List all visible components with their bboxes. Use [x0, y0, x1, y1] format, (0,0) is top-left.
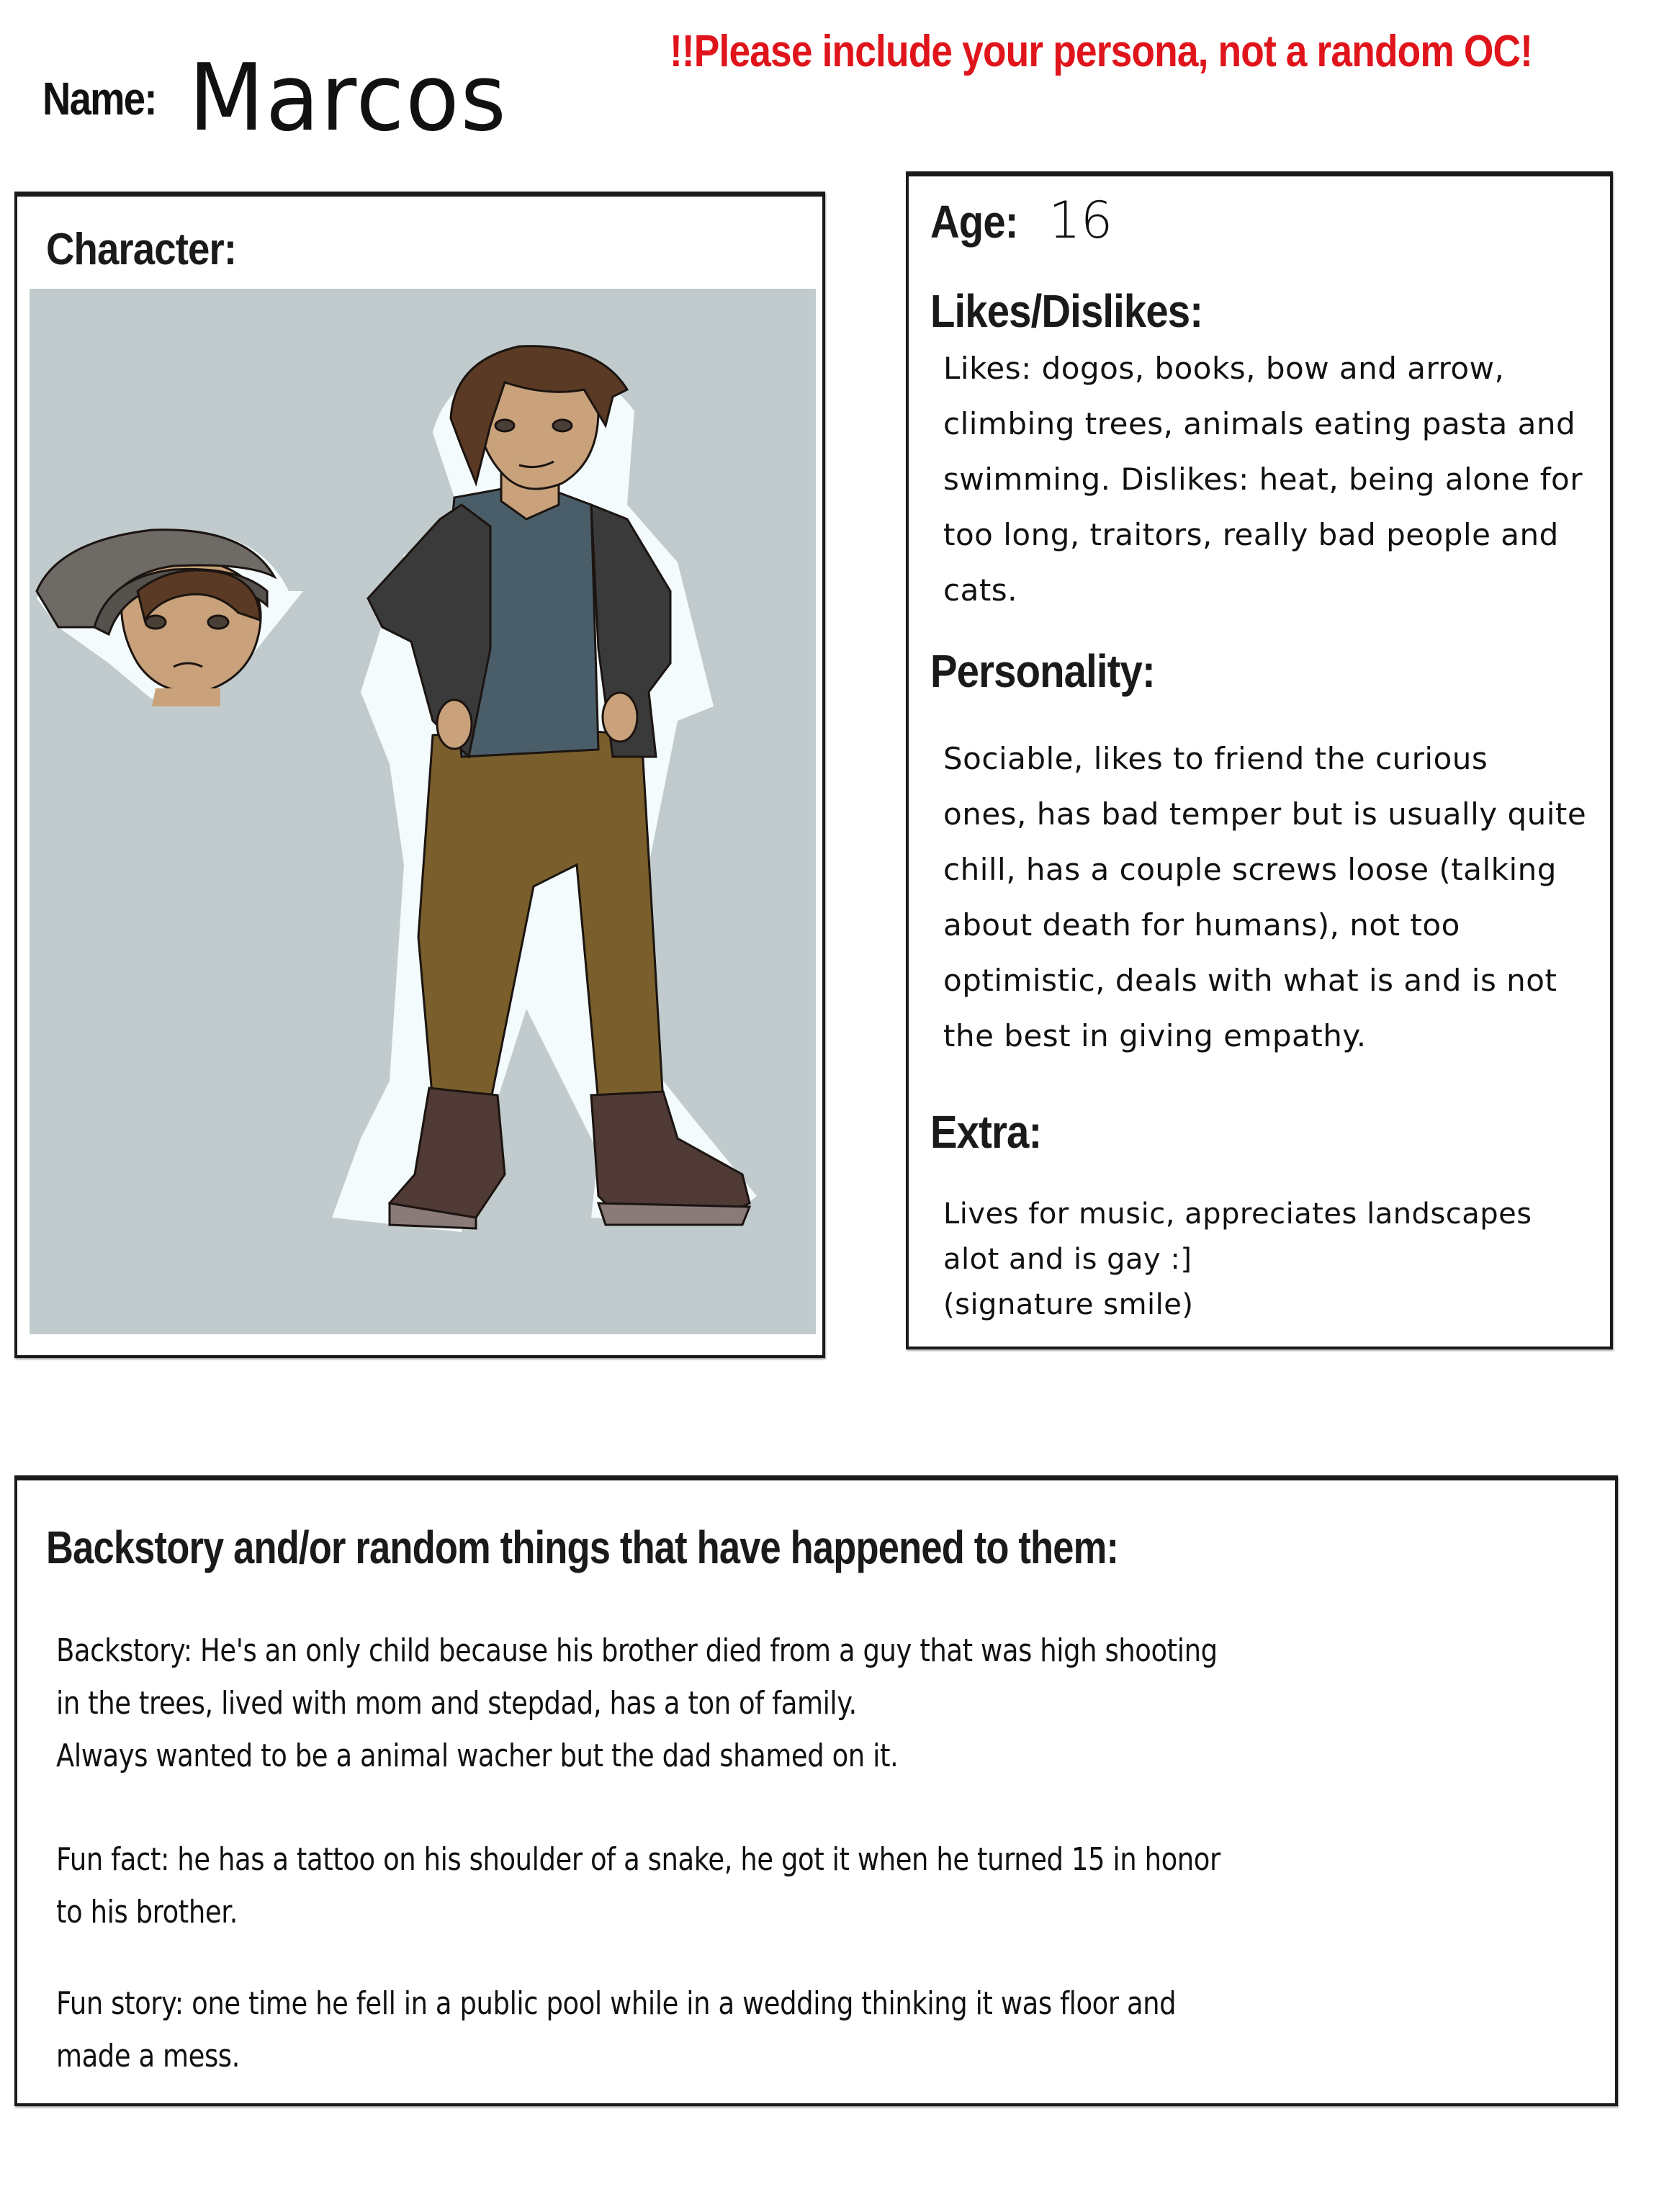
age-value: 16	[1048, 191, 1113, 250]
personality-text	[943, 731, 1591, 1064]
likes-line: too long, traitors, really bad people and	[943, 517, 1559, 552]
age-label: Age:	[930, 196, 1018, 248]
character-art	[30, 289, 816, 1334]
extra-line: (signature smile)	[943, 1288, 1194, 1321]
likes-line: climbing trees, animals eating pasta and	[943, 406, 1576, 441]
persona-note: !!Please include your persona, not a random OC!	[670, 27, 1533, 76]
likes-text	[943, 341, 1591, 618]
extra-line: Lives for music, appreciates landscapes	[943, 1197, 1532, 1231]
personality-line: Sociable, likes to friend the curious	[943, 741, 1488, 776]
personality-line: optimistic, deals with what is and is not	[943, 963, 1557, 998]
backstory-heading: Backstory and/or random things that have happened to them:	[46, 1521, 1119, 1573]
backstory-line: in the trees, lived with mom and stepdad, has a ton of family.	[56, 1685, 857, 1722]
extra-text	[943, 1192, 1591, 1328]
fun-fact-line: to his brother.	[56, 1894, 238, 1930]
backstory-paragraph	[56, 1624, 1326, 1782]
head-sketch	[37, 530, 303, 706]
name-value: Marcos	[189, 45, 508, 152]
fun-fact-paragraph	[56, 1833, 1326, 1938]
character-box	[14, 192, 825, 1358]
likes-line: swimming. Dislikes: heat, being alone for	[943, 462, 1583, 497]
name-label: Name:	[42, 73, 156, 125]
character-illustration-icon	[30, 289, 816, 1334]
backstory-box	[14, 1475, 1618, 2106]
likes-line: Likes: dogos, books, bow and arrow,	[943, 351, 1505, 386]
fun-fact-line: Fun fact: he has a tattoo on his shoulder of a snake, he got it when he turned 15 in honor	[56, 1841, 1220, 1878]
fun-story-line: Fun story: one time he fell in a public pool while in a wedding thinking it was floor and	[56, 1985, 1177, 2022]
backstory-line: Backstory: He's an only child because his brother died from a guy that was high shooting	[56, 1632, 1218, 1669]
extra-line: alot and is gay :]	[943, 1243, 1192, 1276]
personality-line: the best in giving empathy.	[943, 1018, 1367, 1053]
character-heading: Character:	[46, 225, 237, 274]
age-row	[930, 191, 1112, 250]
likes-heading: Likes/Dislikes:	[930, 285, 1203, 337]
personality-heading: Personality:	[930, 645, 1155, 697]
personality-line: chill, has a couple screws loose (talking	[943, 852, 1557, 887]
fun-story-paragraph	[56, 1977, 1326, 2082]
full-body	[332, 346, 757, 1232]
likes-line: cats.	[943, 572, 1018, 608]
fun-story-line: made a mess.	[56, 2038, 240, 2074]
info-box	[906, 171, 1613, 1349]
extra-heading: Extra:	[930, 1106, 1042, 1158]
personality-line: ones, has bad temper but is usually quite	[943, 796, 1587, 832]
personality-line: about death for humans), not too	[943, 907, 1460, 943]
backstory-line: Always wanted to be a animal wacher but the dad shamed on it.	[56, 1737, 899, 1774]
